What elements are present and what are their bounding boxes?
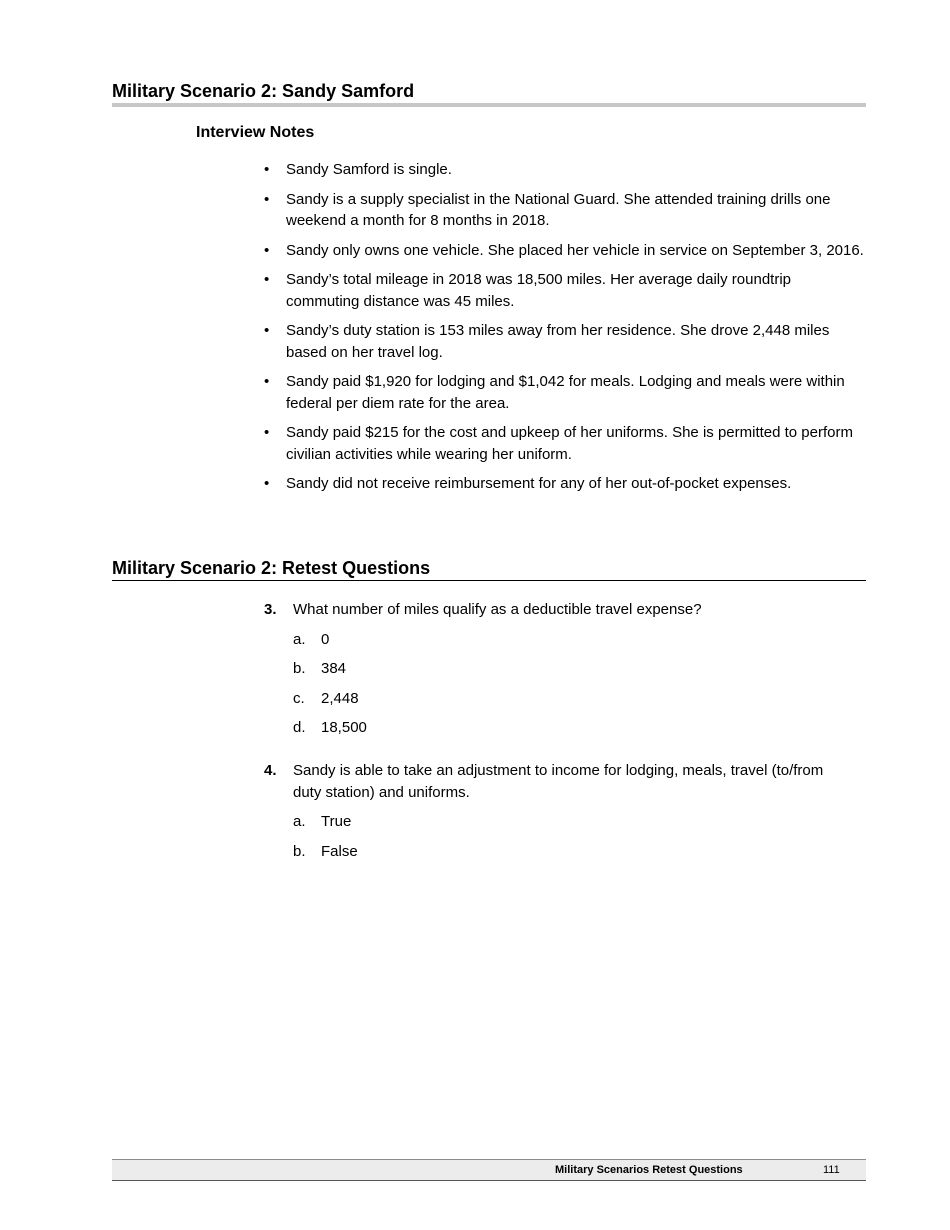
page-footer [112,1159,866,1181]
bullet-icon: • [264,475,270,492]
option-letter: b. [293,660,306,677]
option-text: 0 [321,630,330,648]
note-text: Sandy is a supply specialist in the National Guard. She attended training drills one weekend a month for 8 months in 2018. [286,190,831,229]
option-text: 2,448 [321,689,359,707]
note-text: Sandy only owns one vehicle. She placed her vehicle in service on September 3, 2016. [286,241,864,259]
option-text: 18,500 [321,719,367,736]
option-text: 384 [321,660,347,677]
note-text: Sandy’s duty station is 153 miles away from her residence. She drove 2,448 miles based on her travel log. [286,322,830,361]
question-text: Sandy is able to take an adjustment to income for lodging, meals, travel (to/from duty station) and uniforms. [293,762,824,801]
list-item [264,269,868,312]
question-4 [264,760,854,862]
bullet-icon: • [264,322,270,339]
option-letter: c. [293,689,305,707]
note-text: Sandy did not receive reimbursement for any of her out-of-pocket expenses. [286,475,792,492]
note-text: Sandy Samford is single. [286,161,452,178]
option-letter: d. [293,719,306,736]
bullet-icon: • [264,190,270,208]
page-number: 111 [823,1164,840,1176]
question-number: 3. [264,601,277,618]
option-text: False [321,842,358,860]
answer-options [264,629,854,739]
bullet-icon: • [264,271,270,288]
option-letter: a. [293,630,306,648]
option-letter: b. [293,842,306,860]
list-item [264,240,868,262]
list-item [264,159,868,181]
retest-heading: Military Scenario 2: Retest Questions [112,557,866,581]
question-3 [264,599,854,739]
list-item [264,189,868,232]
list-item [264,371,868,414]
question-text: What number of miles qualify as a deductible travel expense? [293,601,702,618]
bullet-icon: • [264,424,270,441]
answer-option-a [293,629,854,651]
list-item [264,320,868,363]
answer-option-c [293,688,854,710]
note-text: Sandy paid $1,920 for lodging and $1,042 for meals. Lodging and meals were within federal per diem rate for the area. [286,373,845,412]
interview-notes-heading: Interview Notes [196,124,315,141]
option-text: True [321,813,352,830]
bullet-icon: • [264,373,270,390]
answer-option-d [293,717,854,739]
bullet-icon: • [264,241,270,259]
note-text: Sandy’s total mileage in 2018 was 18,500 miles. Her average daily roundtrip commuting distance was 45 miles. [286,271,792,310]
option-letter: a. [293,813,306,830]
answer-option-b [293,841,854,863]
note-text: Sandy paid $215 for the cost and upkeep of her uniforms. She is permitted to perform civilian activities while wearing her uniform. [286,424,853,463]
scenario-heading: Military Scenario 2: Sandy Samford [112,80,866,107]
answer-option-b [293,658,854,680]
interview-notes-list [264,159,868,503]
question-number: 4. [264,762,277,779]
list-item [264,422,868,465]
bullet-icon: • [264,161,270,178]
list-item [264,473,868,495]
footer-label: Military Scenarios Retest Questions [555,1164,743,1176]
answer-option-a [293,811,854,833]
answer-options [264,811,854,862]
